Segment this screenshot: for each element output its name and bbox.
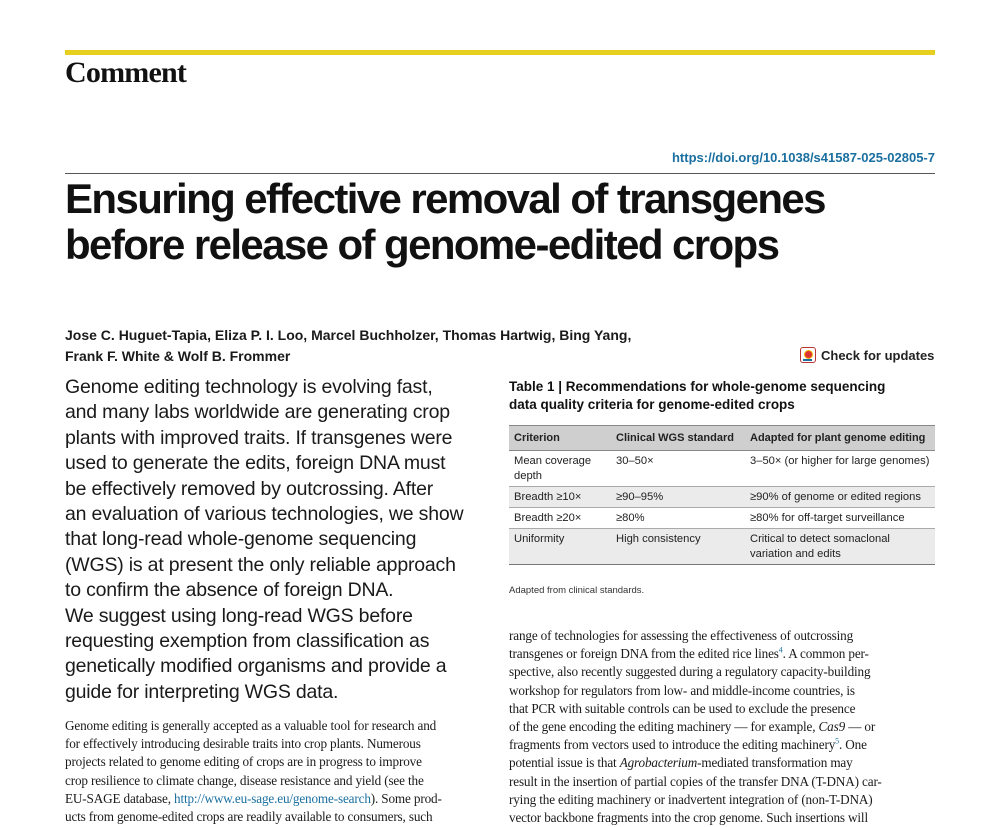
title-line: before release of genome-edited crops <box>65 221 779 268</box>
reference-link[interactable]: 5 <box>835 736 840 746</box>
table-header-cell: Adapted for plant genome editing <box>745 426 935 451</box>
table-cell: 30–50× <box>611 451 745 487</box>
reference-link[interactable]: 4 <box>778 645 783 655</box>
author-line: Frank F. White & Wolf B. Frommer <box>65 348 291 364</box>
abstract-line: an evaluation of various technologies, we show <box>65 503 464 526</box>
article-title <box>65 176 935 268</box>
body-text-right <box>509 627 939 827</box>
body-line <box>509 718 939 736</box>
body-text: ). Some prod- <box>370 790 442 806</box>
table-cell: High consistency <box>611 529 745 565</box>
table-cell: Mean coverage depth <box>509 451 611 487</box>
body-text: . A common per- <box>782 646 869 662</box>
table-cell: ≥80% <box>611 508 745 529</box>
body-line: projects related to genome editing of crops are in progress to improve <box>65 754 422 770</box>
abstract-line: that long-read whole-genome sequencing <box>65 528 417 551</box>
table-cell: Critical to detect somaclonal variation and edits <box>745 529 935 565</box>
author-line: Jose C. Huguet-Tapia, Eliza P. I. Loo, Marcel Buchholzer, Thomas Hartwig, Bing Yang, <box>65 327 632 343</box>
abstract-line: genetically modified organisms and provide a <box>65 655 447 678</box>
body-line <box>509 645 939 663</box>
table-cell: 3–50× (or higher for large genomes) <box>745 451 935 487</box>
section-label: Comment <box>65 56 187 89</box>
table-cell: Uniformity <box>509 529 611 565</box>
doi-link[interactable]: https://doi.org/10.1038/s41587-025-02805-7 <box>671 150 935 165</box>
abstract-line: plants with improved traits. If transgenes were <box>65 426 453 449</box>
body-line: ucts from genome-edited crops are readily available to consumers, such <box>65 809 433 825</box>
body-line: workshop for regulators from low- and middle-income countries, is <box>509 682 855 698</box>
body-text: -mediated transformation may <box>697 755 853 771</box>
table-cell: ≥90–95% <box>611 487 745 508</box>
body-line: result in the insertion of partial copies of the transfer DNA (T-DNA) car- <box>509 773 882 789</box>
abstract-line: Genome editing technology is evolving fast, <box>65 376 433 398</box>
body-text: of the gene encoding the editing machinery — for example, <box>509 719 819 735</box>
accent-bar <box>65 50 935 55</box>
body-line: rying the editing machinery or inadvertent integration of (non-T-DNA) <box>509 791 873 807</box>
recommendations-table <box>509 425 935 565</box>
table-header-cell: Clinical WGS standard <box>611 426 745 451</box>
abstract-line: requesting exemption from classification as <box>65 630 430 653</box>
table-footnote: Adapted from clinical standards. <box>509 585 645 596</box>
body-text: — or <box>845 719 876 735</box>
body-line <box>509 736 939 754</box>
table-title-line: data quality criteria for genome-edited crops <box>509 397 795 412</box>
body-line: spective, also recently suggested during a regulatory capacity-building <box>509 664 871 680</box>
abstract-line: to confirm the absence of foreign DNA. <box>65 579 394 602</box>
table-cell: Breadth ≥20× <box>509 508 611 529</box>
body-text-left <box>65 717 497 826</box>
title-line: Ensuring effective removal of transgenes <box>65 175 825 222</box>
abstract-line: guide for interpreting WGS data. <box>65 680 339 703</box>
check-updates-label: Check for updates <box>821 347 935 363</box>
body-text: transgenes or foreign DNA from the edited rice lines <box>509 646 779 662</box>
header-rule <box>65 173 935 174</box>
table-row <box>509 451 935 487</box>
organism-name: Agrobacterium <box>619 755 698 771</box>
body-text: fragments from vectors used to introduce the editing machinery <box>509 737 836 753</box>
body-line <box>65 790 497 808</box>
body-line: vector backbone fragments into the crop genome. Such insertions will <box>509 810 868 826</box>
table-cell: ≥80% for off-target surveillance <box>745 508 935 529</box>
body-text: EU-SAGE database, <box>65 790 174 806</box>
table-header-row <box>509 426 935 451</box>
table-header-cell: Criterion <box>509 426 611 451</box>
table-row <box>509 487 935 508</box>
abstract-line: We suggest using long-read WGS before <box>65 604 413 627</box>
abstract-line: be effectively removed by outcrossing. After <box>65 477 434 500</box>
abstract <box>65 375 505 705</box>
body-line: Genome editing is generally accepted as a valuable tool for research and <box>65 718 437 733</box>
eu-sage-link[interactable]: http://www.eu-sage.eu/genome-search <box>174 790 371 806</box>
table-row <box>509 529 935 565</box>
check-updates-icon <box>800 347 816 363</box>
abstract-line: used to generate the edits, foreign DNA must <box>65 452 446 475</box>
author-list <box>65 325 785 367</box>
body-line <box>509 754 939 772</box>
table-row <box>509 508 935 529</box>
table-title-line: Table 1 | Recommendations for whole-genome sequencing <box>509 379 886 394</box>
check-for-updates-button[interactable] <box>800 347 934 363</box>
body-line: that PCR with suitable controls can be used to exclude the presence <box>509 700 856 716</box>
body-text: potential issue is that <box>509 755 620 771</box>
gene-name: Cas9 <box>818 719 846 735</box>
body-line: for effectively introducing desirable traits into crop plants. Numerous <box>65 736 421 752</box>
table-cell: Breadth ≥10× <box>509 487 611 508</box>
body-line: range of technologies for assessing the effectiveness of outcrossing <box>509 628 854 643</box>
abstract-line: and many labs worldwide are generating crop <box>65 401 450 424</box>
body-text: . One <box>839 737 867 753</box>
abstract-line: (WGS) is at present the only reliable approach <box>65 553 456 576</box>
body-line: crop resilience to climate change, disease resistance and yield (see the <box>65 772 424 788</box>
table-cell: ≥90% of genome or edited regions <box>745 487 935 508</box>
table-title <box>509 378 939 414</box>
